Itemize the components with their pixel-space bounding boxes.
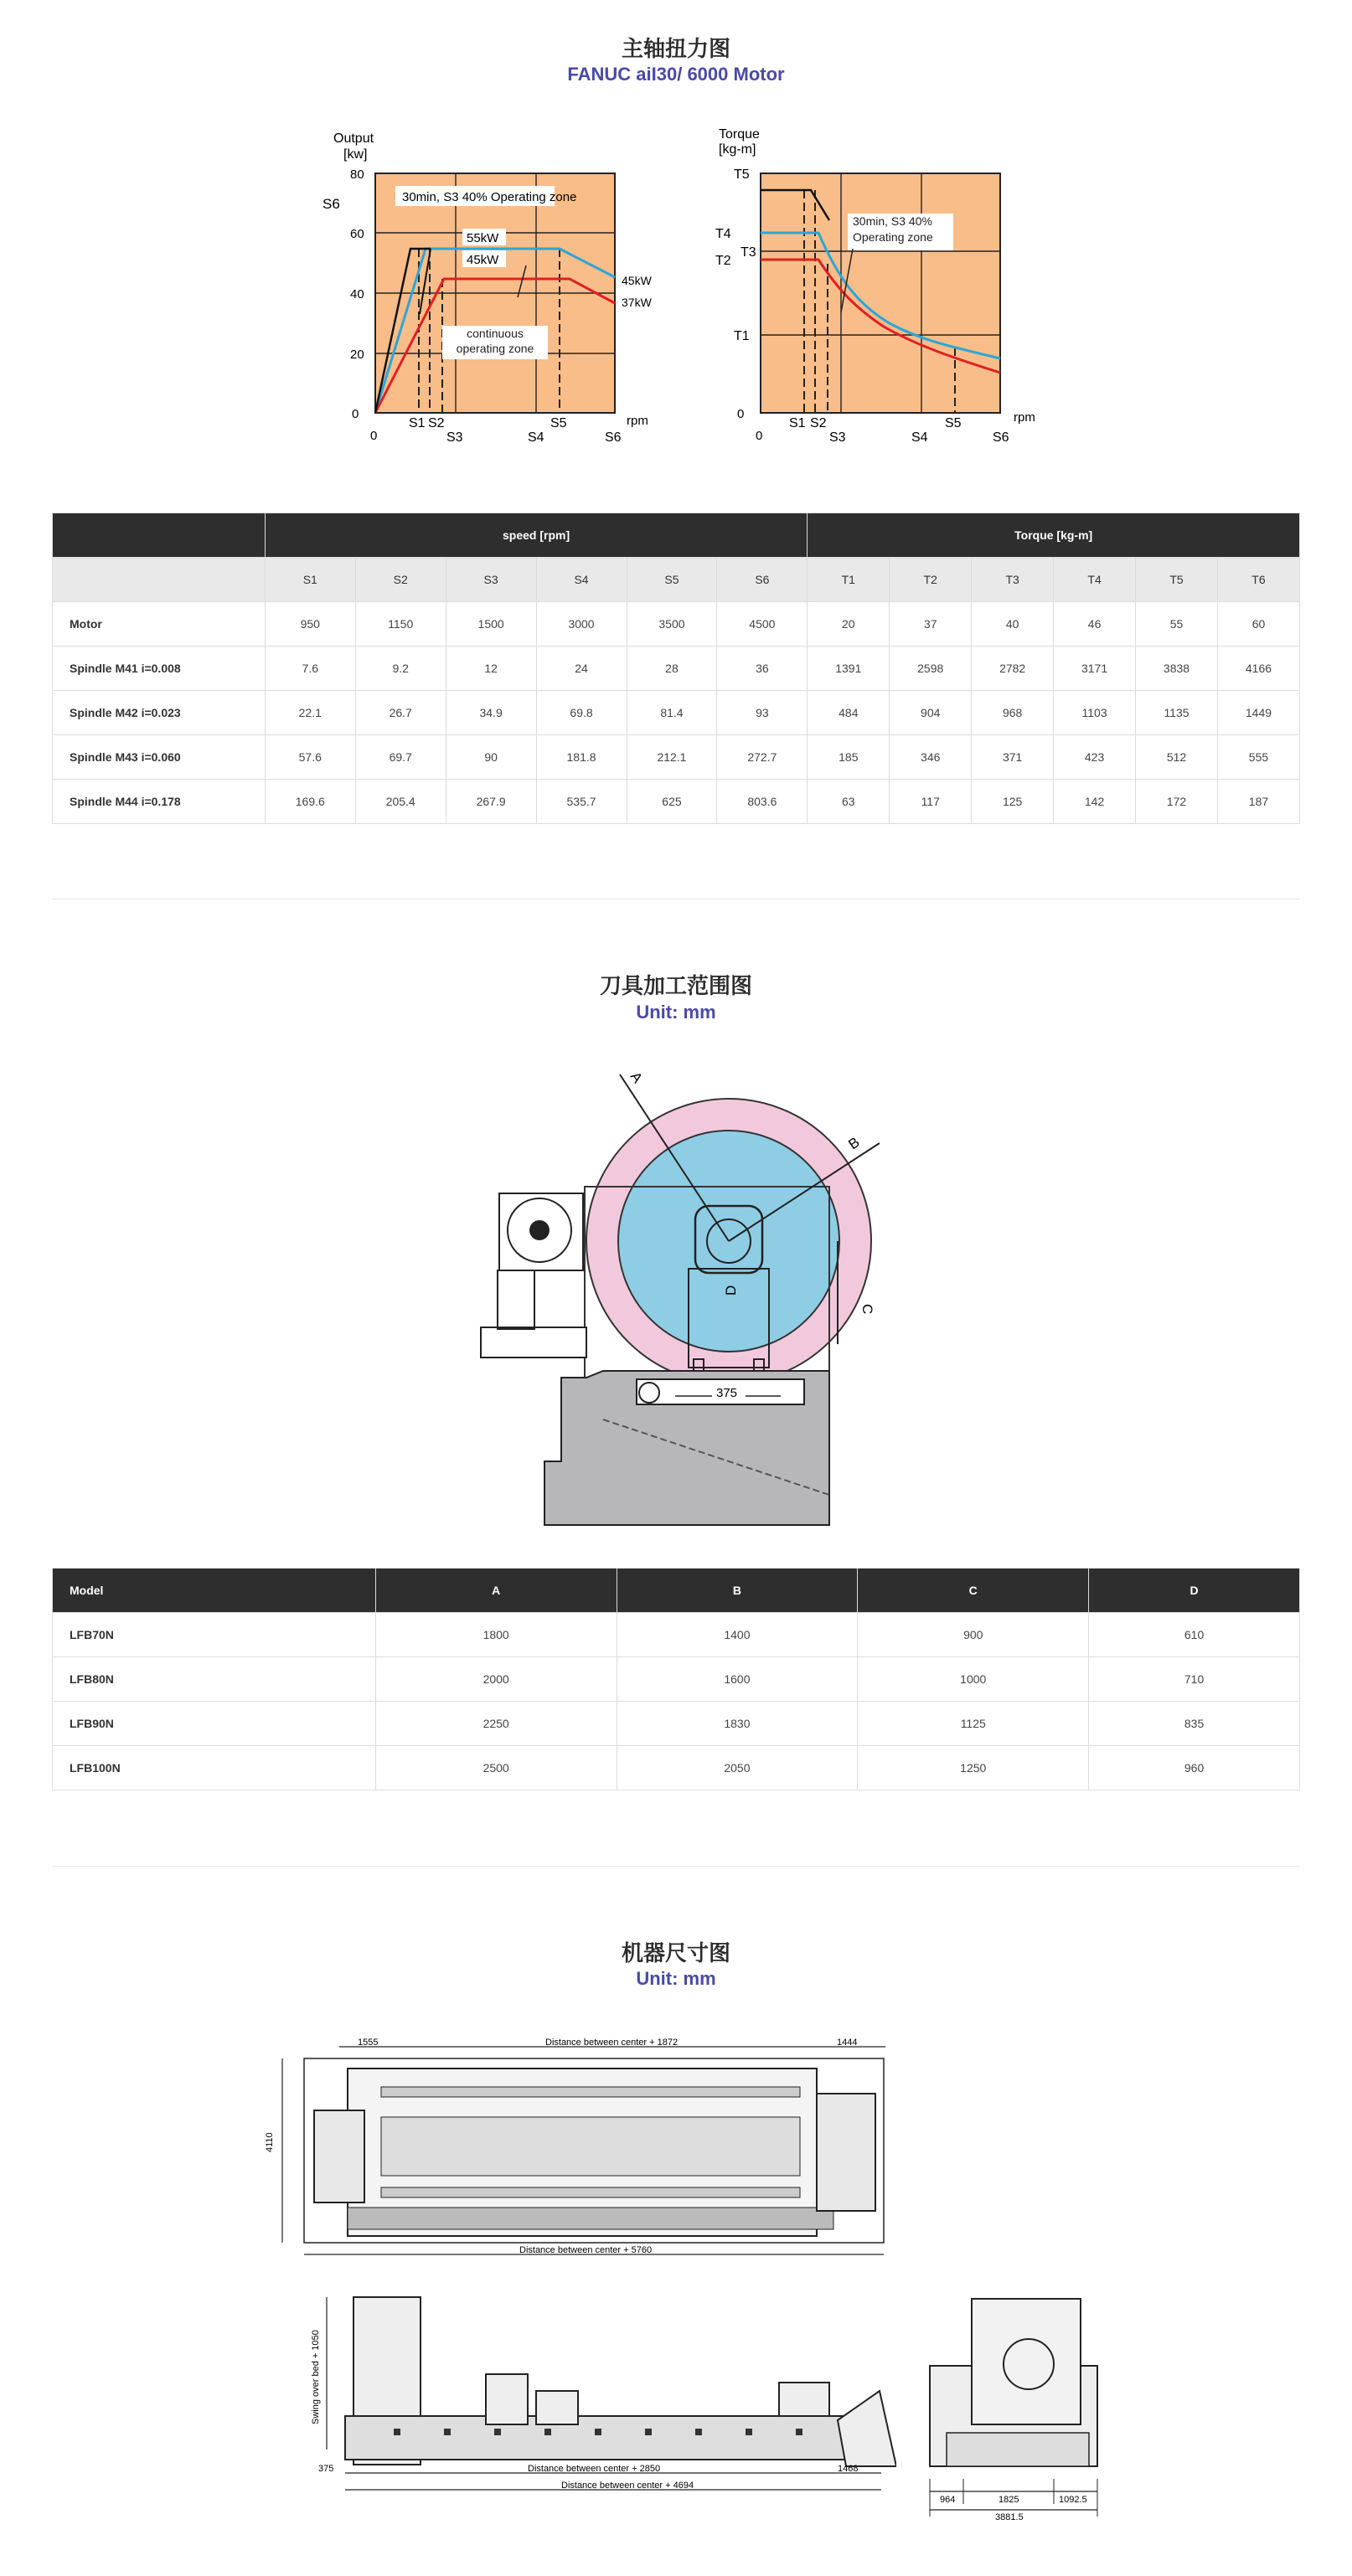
table2-col-d: D <box>1089 1569 1300 1613</box>
section1-subtitle: FANUC aiI30/ 6000 Motor <box>567 64 785 85</box>
table-row <box>53 1702 1300 1746</box>
table-row <box>53 1746 1300 1790</box>
end-dim-total: 3881.5 <box>995 2512 1024 2522</box>
torque-chart <box>704 121 1055 456</box>
table-cell: 2050 <box>617 1746 858 1790</box>
table-cell: 371 <box>972 735 1054 780</box>
torque-xtick-s6: S6 <box>993 430 1009 445</box>
table-row <box>53 780 1300 824</box>
table-cell: 272.7 <box>717 735 808 780</box>
table-cell: 423 <box>1054 735 1136 780</box>
divider-2 <box>52 1866 1300 1867</box>
output-xtick-s6: S6 <box>605 430 622 445</box>
table-cell: 904 <box>890 691 972 735</box>
table-row <box>53 1657 1300 1702</box>
table1-sub-header <box>53 558 1300 602</box>
table1-body <box>53 602 1300 824</box>
front-dim-center: Distance between center + 2850 <box>528 2464 661 2474</box>
tool-range-diagram <box>469 1059 888 1528</box>
table-cell: 535.7 <box>536 780 627 824</box>
table-cell: 37 <box>890 602 972 647</box>
output-xtick-0: 0 <box>370 429 378 443</box>
output-ylabel: Output <box>333 131 374 146</box>
table-cell: 968 <box>972 691 1054 735</box>
table1-col-s2: S2 <box>355 558 446 602</box>
front-dim-side: Swing over bed + 1050 <box>311 2330 321 2424</box>
table-cell: 2500 <box>375 1746 617 1790</box>
output-right-37: 37kW <box>622 296 652 309</box>
table2-col-model: Model <box>53 1569 376 1613</box>
table1-col-s5: S5 <box>627 558 717 602</box>
table-cell: 12 <box>446 647 536 691</box>
table-cell: 3838 <box>1136 647 1218 691</box>
table-cell: 187 <box>1217 780 1299 824</box>
table-cell: 625 <box>627 780 717 824</box>
table-cell: 69.8 <box>536 691 627 735</box>
table2-body <box>53 1613 1300 1790</box>
table-cell: 512 <box>1136 735 1218 780</box>
section2-title: 刀具加工范围图 <box>599 974 752 999</box>
table1-group-header <box>53 513 1300 558</box>
front-dim-right: 1468 <box>838 2464 859 2474</box>
output-xtick-s4: S4 <box>528 430 544 445</box>
table1-col-s4: S4 <box>536 558 627 602</box>
output-ytick-40: 40 <box>350 287 364 301</box>
table1-col-s1: S1 <box>265 558 355 602</box>
torque-xtick-s3: S3 <box>829 430 846 445</box>
table-cell: 81.4 <box>627 691 717 735</box>
output-annot-continuous: continuous operating zone <box>456 327 534 355</box>
top-dim-bottom: Distance between center + 5760 <box>519 2245 653 2255</box>
table1-speed-header: speed [rpm] <box>265 513 808 558</box>
table-cell: 1830 <box>617 1702 858 1746</box>
machine-front-view <box>293 2290 896 2500</box>
model-range-table <box>52 1568 1300 1790</box>
output-ytick-20: 20 <box>350 348 364 362</box>
table-cell: 24 <box>536 647 627 691</box>
end-dim-2: 1825 <box>999 2495 1019 2505</box>
table-cell: 185 <box>808 735 890 780</box>
machine-end-view <box>921 2290 1106 2533</box>
row-label: Motor <box>53 602 266 647</box>
table-cell: 26.7 <box>355 691 446 735</box>
table-cell: 950 <box>265 602 355 647</box>
output-y-extra: S6 <box>323 196 340 212</box>
dim-375: 375 <box>716 1386 738 1400</box>
table-cell: 2250 <box>375 1702 617 1746</box>
table-cell: 4166 <box>1217 647 1299 691</box>
torque-ytick-t3: T3 <box>741 245 756 260</box>
table-cell: 142 <box>1054 780 1136 824</box>
table-cell: 7.6 <box>265 647 355 691</box>
table-cell: 3171 <box>1054 647 1136 691</box>
output-right-45: 45kW <box>622 274 652 287</box>
table-cell: 22.1 <box>265 691 355 735</box>
table-cell: 960 <box>1089 1746 1300 1790</box>
torque-xlabel: rpm <box>1014 410 1035 425</box>
table1-col-t6: T6 <box>1217 558 1299 602</box>
label-a: A <box>627 1069 646 1086</box>
table-cell: 803.6 <box>717 780 808 824</box>
table-cell: 1449 <box>1217 691 1299 735</box>
table-row <box>53 735 1300 780</box>
table-cell: 20 <box>808 602 890 647</box>
table-cell: 346 <box>890 735 972 780</box>
table-cell: 181.8 <box>536 735 627 780</box>
table-cell: 117 <box>890 780 972 824</box>
table-cell: 28 <box>627 647 717 691</box>
row-label: Spindle M43 i=0.060 <box>53 735 266 780</box>
output-yunit: [kw] <box>343 147 368 162</box>
table-cell: 1103 <box>1054 691 1136 735</box>
table-cell: 1000 <box>858 1657 1089 1702</box>
section1-title: 主轴扭力图 <box>621 37 730 62</box>
table-cell: 2782 <box>972 647 1054 691</box>
table-cell: 1400 <box>617 1613 858 1657</box>
torque-xtick-s1: S1 <box>789 416 806 430</box>
table-cell: 172 <box>1136 780 1218 824</box>
row-label: Spindle M42 i=0.023 <box>53 691 266 735</box>
machine-top-view <box>255 2035 900 2261</box>
front-dim-left: 375 <box>318 2464 334 2474</box>
table1-torque-header: Torque [kg-m] <box>808 513 1300 558</box>
model-name: LFB100N <box>53 1746 376 1790</box>
torque-xtick-0: 0 <box>756 429 763 443</box>
table1-col-t4: T4 <box>1054 558 1136 602</box>
table-cell: 46 <box>1054 602 1136 647</box>
section3-title: 机器尺寸图 <box>621 1941 730 1966</box>
table-cell: 555 <box>1217 735 1299 780</box>
table-cell: 1125 <box>858 1702 1089 1746</box>
torque-ytick-t1: T1 <box>734 329 750 343</box>
section2-subtitle: Unit: mm <box>636 1002 716 1023</box>
table-cell: 125 <box>972 780 1054 824</box>
top-dim-right: 1444 <box>837 2038 858 2048</box>
torque-annot-zone: 30min, S3 40% Operating zone <box>853 214 933 244</box>
label-b: B <box>845 1134 863 1153</box>
table-cell: 4500 <box>717 602 808 647</box>
output-xtick-s5: S5 <box>550 416 567 430</box>
table-cell: 484 <box>808 691 890 735</box>
output-annot-45: 45kW <box>467 253 499 267</box>
table-cell: 90 <box>446 735 536 780</box>
table-cell: 93 <box>717 691 808 735</box>
output-ytick-80: 80 <box>350 167 364 182</box>
row-label: Spindle M44 i=0.178 <box>53 780 266 824</box>
table2-col-a: A <box>375 1569 617 1613</box>
table2-col-b: B <box>617 1569 858 1613</box>
table-cell: 34.9 <box>446 691 536 735</box>
table-cell: 69.7 <box>355 735 446 780</box>
table1-col-t2: T2 <box>890 558 972 602</box>
output-xtick-s1: S1 <box>409 416 426 430</box>
label-c: C <box>859 1304 875 1315</box>
output-xtick-s2: S2 <box>428 416 445 430</box>
table-row <box>53 647 1300 691</box>
label-d: D <box>723 1285 739 1296</box>
table2-header <box>53 1569 1300 1613</box>
table-cell: 55 <box>1136 602 1218 647</box>
top-dim-height: 4110 <box>265 2132 275 2152</box>
output-chart <box>318 121 670 456</box>
output-annot-55: 55kW <box>467 231 499 245</box>
output-ytick-60: 60 <box>350 227 364 241</box>
torque-ylabel: Torque <box>719 127 760 142</box>
table-cell: 3000 <box>536 602 627 647</box>
table-cell: 205.4 <box>355 780 446 824</box>
top-dim-left: 1555 <box>358 2038 379 2048</box>
row-label: Spindle M41 i=0.008 <box>53 647 266 691</box>
table-cell: 9.2 <box>355 647 446 691</box>
torque-xtick-s5: S5 <box>945 416 962 430</box>
torque-yunit: [kg-m] <box>719 142 756 157</box>
torque-xtick-s4: S4 <box>911 430 928 445</box>
end-dim-3: 1092.5 <box>1059 2495 1087 2505</box>
table-cell: 3500 <box>627 602 717 647</box>
torque-ytick-0: 0 <box>737 407 745 421</box>
front-dim-bottom: Distance between center + 4694 <box>561 2481 694 2491</box>
torque-plot-area <box>761 173 1000 413</box>
table-cell: 835 <box>1089 1702 1300 1746</box>
table-cell: 1391 <box>808 647 890 691</box>
table2-col-c: C <box>858 1569 1089 1613</box>
table-row <box>53 1613 1300 1657</box>
table-cell: 60 <box>1217 602 1299 647</box>
table-cell: 40 <box>972 602 1054 647</box>
table1-col-s6: S6 <box>717 558 808 602</box>
table-cell: 2598 <box>890 647 972 691</box>
table1-col-t1: T1 <box>808 558 890 602</box>
table-row <box>53 691 1300 735</box>
end-dim-1: 964 <box>940 2495 956 2505</box>
table-cell: 1250 <box>858 1746 1089 1790</box>
table1-col-s3: S3 <box>446 558 536 602</box>
output-ytick-0: 0 <box>352 407 359 421</box>
table-cell: 900 <box>858 1613 1089 1657</box>
table-cell: 610 <box>1089 1613 1300 1657</box>
torque-ytick-t4: T4 <box>715 227 731 241</box>
table-cell: 1600 <box>617 1657 858 1702</box>
output-xlabel: rpm <box>627 414 648 428</box>
output-xtick-s3: S3 <box>446 430 463 445</box>
table1-col-t5: T5 <box>1136 558 1218 602</box>
model-name: LFB80N <box>53 1657 376 1702</box>
model-name: LFB90N <box>53 1702 376 1746</box>
table-cell: 169.6 <box>265 780 355 824</box>
table1-col-t3: T3 <box>972 558 1054 602</box>
model-name: LFB70N <box>53 1613 376 1657</box>
table-cell: 1150 <box>355 602 446 647</box>
table-cell: 63 <box>808 780 890 824</box>
table-cell: 710 <box>1089 1657 1300 1702</box>
table-cell: 36 <box>717 647 808 691</box>
torque-xtick-s2: S2 <box>810 416 827 430</box>
table-cell: 1500 <box>446 602 536 647</box>
table-cell: 1135 <box>1136 691 1218 735</box>
speed-torque-table <box>52 513 1300 824</box>
output-annot-zone: 30min, S3 40% Operating zone <box>402 190 577 204</box>
section3-subtitle: Unit: mm <box>636 1968 716 1989</box>
torque-ytick-t5: T5 <box>734 167 750 182</box>
table-cell: 267.9 <box>446 780 536 824</box>
top-dim-center: Distance between center + 1872 <box>545 2038 679 2048</box>
table-row <box>53 602 1300 647</box>
table-cell: 2000 <box>375 1657 617 1702</box>
torque-ytick-t2: T2 <box>715 254 731 268</box>
table-cell: 1800 <box>375 1613 617 1657</box>
table-cell: 57.6 <box>265 735 355 780</box>
table-cell: 212.1 <box>627 735 717 780</box>
